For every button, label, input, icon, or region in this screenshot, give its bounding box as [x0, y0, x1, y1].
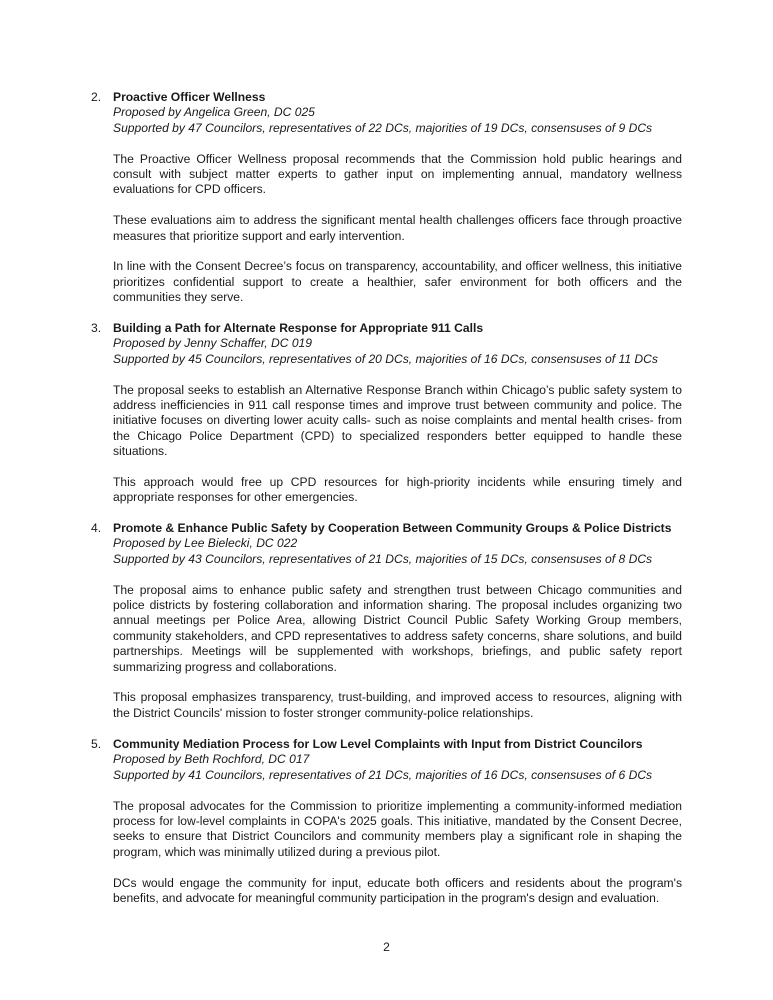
proposal-item [91, 521, 682, 721]
proposal-paragraph: In line with the Consent Decree’s focus on transparency, accountability, and officer wellness, this initiative prioritizes confidential support to create a healthier, safer environment for both officers and the communities they serve. [113, 259, 682, 305]
item-number: 4. [91, 521, 102, 535]
item-number: 2. [91, 90, 102, 104]
proposal-paragraph: These evaluations aim to address the significant mental health challenges officers face through proactive measures that prioritize support and early intervention. [113, 213, 682, 243]
proposal-author: Proposed by Jenny Schaffer, DC 019 [113, 336, 312, 351]
proposal-item [91, 90, 682, 306]
proposal-support: Supported by 45 Councilors, representatives of 20 DCs, majorities of 16 DCs, consensuses of 11 DCs [113, 351, 658, 366]
page-number: 2 [383, 940, 390, 954]
proposal-title: Community Mediation Process for Low Level Complaints with Input from District Councilors [113, 737, 643, 751]
proposal-item [91, 321, 682, 506]
item-number: 3. [91, 321, 102, 335]
proposal-support: Supported by 41 Councilors, representatives of 21 DCs, majorities of 16 DCs, consensuses of 6 DCs [113, 767, 653, 782]
proposal-title: Promote & Enhance Public Safety by Cooperation Between Community Groups & Police Districts [113, 521, 672, 535]
proposal-paragraph: The proposal advocates for the Commission to prioritize implementing a community-informed mediation process for low-level complaints in COPA's 2025 goals. This initiative, mandated by the Consent Decree, seeks to ensure that District Councilors and community members play a significant role in shaping the program, which was minimally utilized during a previous pilot. [113, 798, 682, 859]
proposal-paragraph: The Proactive Officer Wellness proposal recommends that the Commission hold public hearings and consult with subject matter experts to gather input on implementing annual, mandatory wellness evaluations for CPD officers. [113, 151, 682, 197]
proposal-title: Proactive Officer Wellness [113, 90, 266, 104]
proposal-author: Proposed by Angelica Green, DC 025 [113, 105, 315, 120]
proposal-support: Supported by 43 Councilors, representatives of 21 DCs, majorities of 15 DCs, consensuses of 8 DCs [113, 551, 653, 566]
proposal-author: Proposed by Beth Rochford, DC 017 [113, 752, 310, 767]
proposal-paragraph: The proposal seeks to establish an Alternative Response Branch within Chicago’s public safety system to address inefficiencies in 911 call response times and improve trust between community and police. The initiative focuses on diverting lower acuity calls- such as noise complaints and mental health crises- from the Chicago Police Department (CPD) to specialized responders better equipped to handle these situations. [113, 382, 682, 459]
proposal-paragraph: The proposal aims to enhance public safety and strengthen trust between Chicago communities and police districts by fostering collaboration and information sharing. The proposal includes organizing two annual meetings per Police Area, allowing District Council Public Safety Working Group members, community stakeholders, and CPD representatives to address safety concerns, share solutions, and build partnerships. Meetings will be supplemented with workshops, briefings, and public safety report summarizing progress and collaborations. [113, 582, 682, 674]
proposal-author: Proposed by Lee Bielecki, DC 022 [113, 536, 298, 551]
proposal-item [91, 737, 682, 906]
item-number: 5. [91, 737, 102, 751]
proposal-paragraph: DCs would engage the community for input, educate both officers and residents about the program's benefits, and advocate for meaningful community participation in the program's design and evaluation. [113, 875, 682, 906]
proposal-title: Building a Path for Alternate Response for Appropriate 911 Calls [113, 321, 484, 335]
proposal-support: Supported by 47 Councilors, representatives of 22 DCs, majorities of 19 DCs, consensuses of 9 DCs [113, 120, 653, 135]
proposal-paragraph: This approach would free up CPD resources for high-priority incidents while ensuring timely and appropriate responses for other emergencies. [113, 475, 682, 505]
proposal-paragraph: This proposal emphasizes transparency, trust-building, and improved access to resources, aligning with the District Councils' mission to foster stronger community-police relationships. [113, 690, 682, 720]
